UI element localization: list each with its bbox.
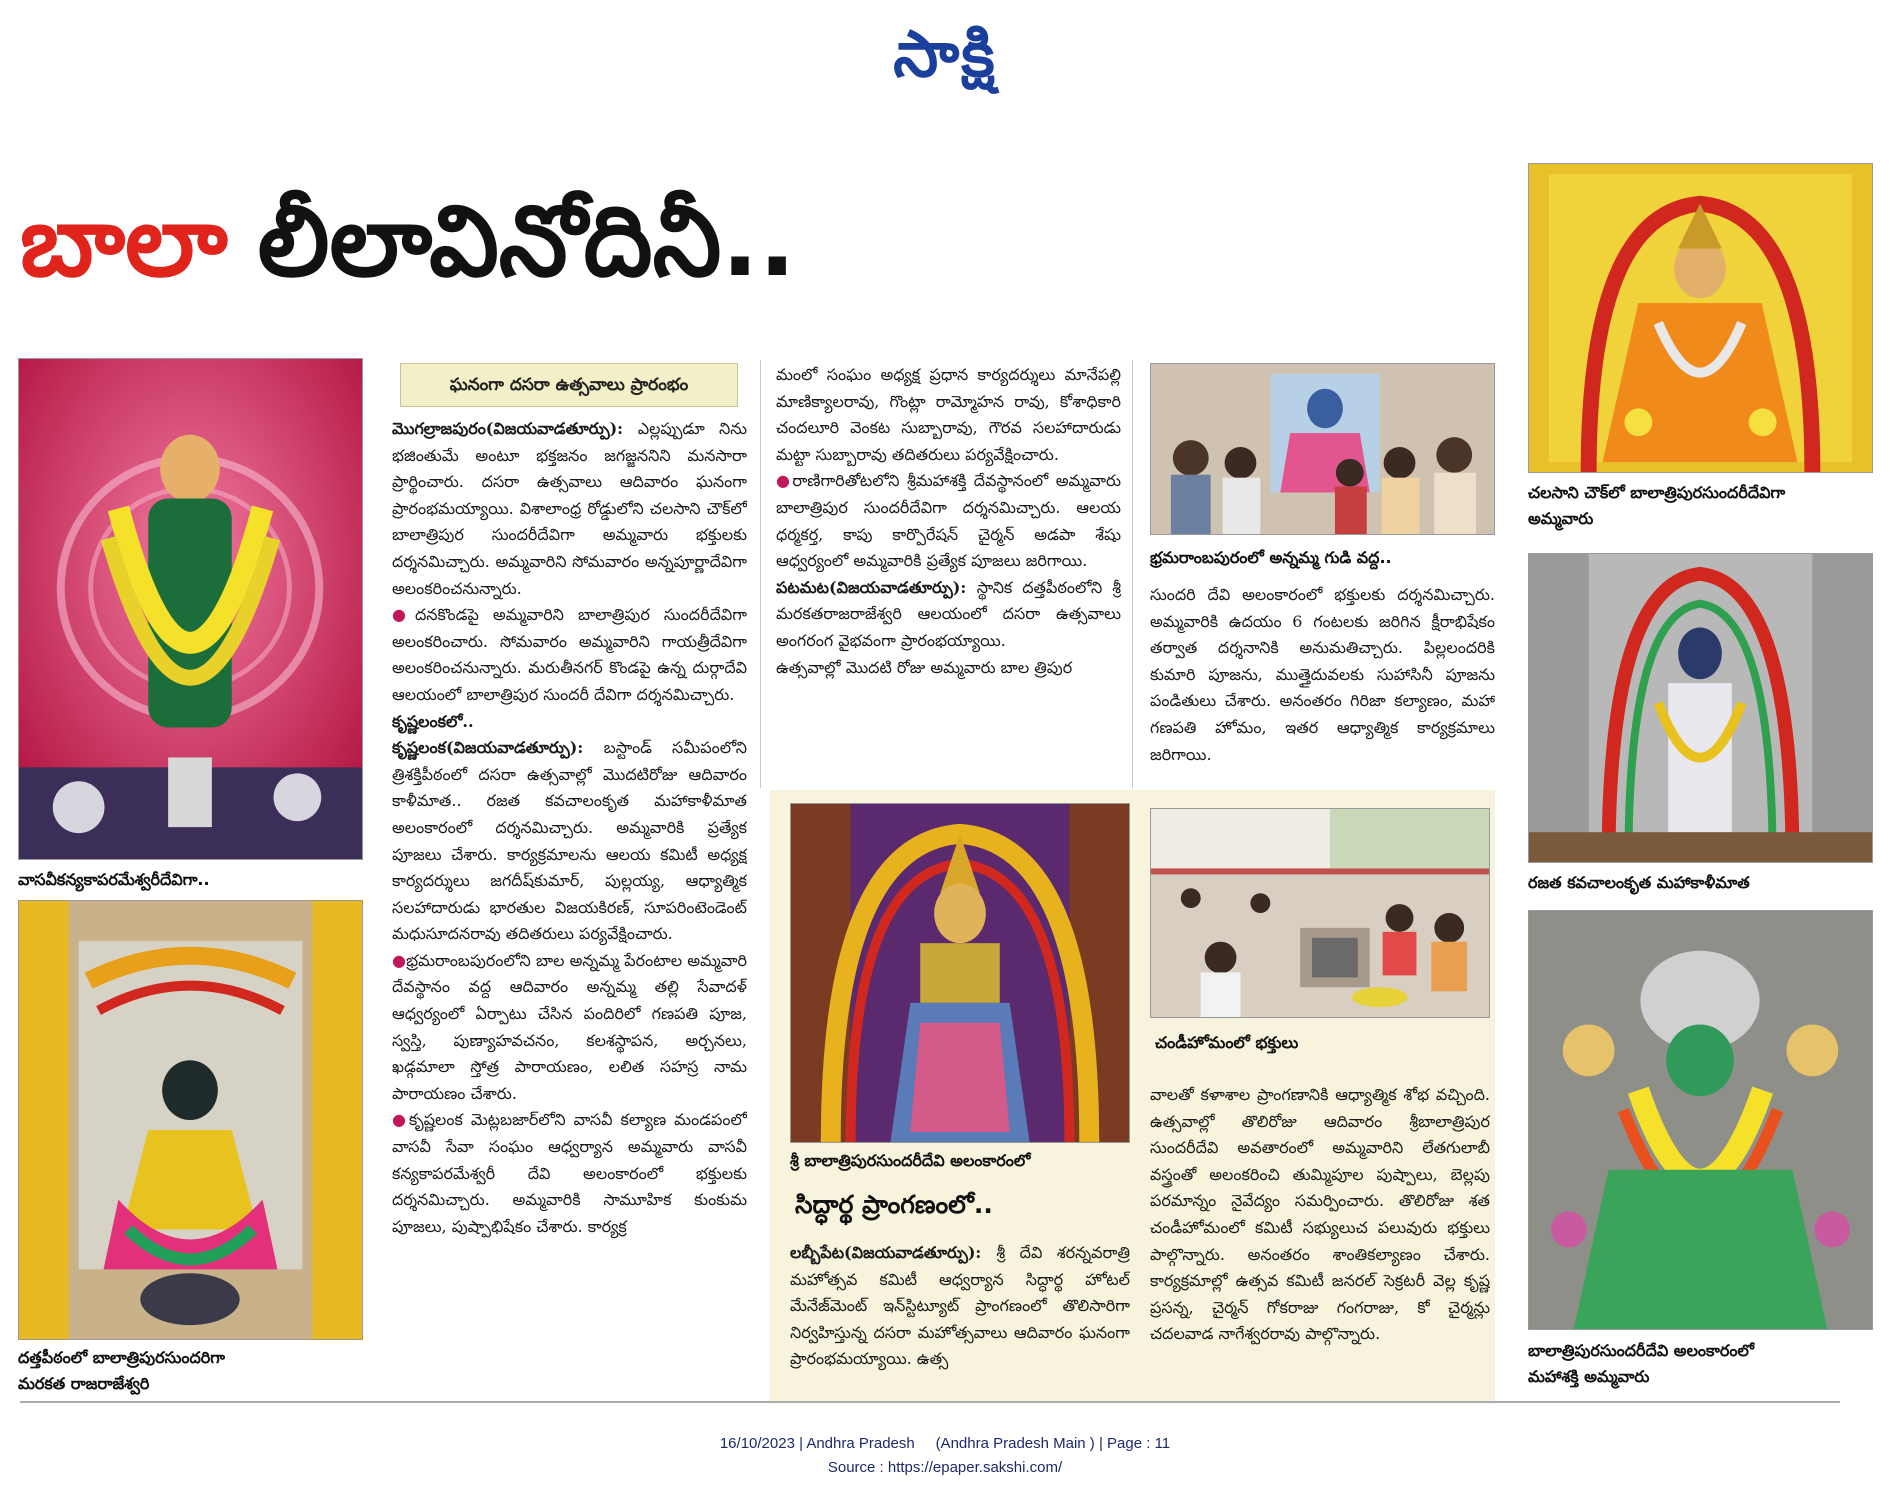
footer-source-link[interactable]: Source : https://epaper.sakshi.com/ xyxy=(827,1459,1063,1476)
caption-vasavi: వాసవీకన్యకాపరమేశ్వరీదేవిగా.. xyxy=(18,870,210,889)
dateline: మొగల్రాజపురం(విజయవాడతూర్పు): xyxy=(392,419,638,438)
photo-mahashakti xyxy=(1528,910,1873,1330)
dateline: కృష్ణలంక(విజయవాడతూర్పు): xyxy=(392,738,604,758)
panel-title: సిద్ధార్థ ప్రాంగణంలో.. xyxy=(795,1190,993,1219)
photo-bala-tripura-sundari xyxy=(790,803,1130,1143)
paragraph xyxy=(392,416,747,602)
caption-chandi-homam: చండీహోమంలో భక్తులు xyxy=(1155,1033,1299,1052)
photo-marakata-rajarajeswari xyxy=(18,900,363,1340)
bottom-rule xyxy=(20,1401,1840,1403)
caption-marakata-text: దత్తపీఠంలో బాలాత్రిపురసుందరిగా మరకత రాజరాజేశ్వరి xyxy=(18,1348,226,1393)
headline-black: లీలావినోదినీ.. xyxy=(257,185,796,299)
masthead-logo: సాక్షి xyxy=(893,18,997,92)
panel-column-left xyxy=(790,1240,1130,1398)
article-column-3 xyxy=(1150,582,1495,787)
paragraph-body: శ్రీ దేవి శరన్నవరాత్రి మహోత్సవ కమిటీ ఆధ్వర్యాన సిద్ధార్థ హోటల్ మేనేజ్‌మెంట్ ఇన్‌స్టిట్యూట్ ప్రాంగణంలో తొలిసారిగా నిర్వహిస్తున్న దసరా మహోత్సవాలు ఆదివారం ఘనంగా ప్రారంభమయ్యాయి. ఉత్స xyxy=(790,1243,1130,1369)
paragraph-body: స్థానిక దత్తపీఠంలోని శ్రీ మరకతరాజరాజేశ్వరి ఆలయంలో దసరా ఉత్సవాలు అంగరంగ వైభవంగా ప్రారంభయ్యాయి. xyxy=(776,577,1121,650)
paragraph: ● భ్రమరాంబపురంలోని బాల అన్నమ్మ పేరంటాల అమ్మవారి దేవస్థానం వద్ద ఆదివారం అన్నమ్మ తల్లి సేవాదళ్ ఆధ్వర్యంలో ఏర్పాటు చేసిన పందిరిలో గణపతి పూజ, స్వస్తి, పుణ్యాహవచనం, కలశస్థాపన, అర్చనలు, ఖడ్గమాలా స్తోత్ర పారాయణం, లలిత సహస్ర నామ పారాయణం చేశారు. xyxy=(392,948,747,1108)
paragraph: ● రాణిగారితోటలోని శ్రీమహాశక్తి దేవస్థానంలో అమ్మవారు బాలాత్రిపుర సుందరీదేవిగా దర్శనమిచ్చారు. ఆలయ ధర్మకర్త, కాపు కార్పొరేషన్ చైర్మన్ అడపా శేషు ఆధ్వర్యంలో అమ్మవారికి ప్రత్యేక పూజలు జరిగాయి. xyxy=(776,468,1121,574)
caption-chalasani xyxy=(1528,480,1873,532)
paragraph xyxy=(790,1240,1130,1373)
dateline: పటమట(విజయవాడతూర్పు): xyxy=(776,577,977,597)
paragraph: మంలో సంఘం అధ్యక్ష ప్రధాన కార్యదర్శులు మానేపల్లి మాణిక్యాలరావు, గొంట్లా రామ్మోహన రావు, కోశాధికారి చందలూరి వెంకట సుబ్బారావు, గౌరవ సలహాదారుడు మట్టా సుబ్బారావు తదితరులు పర్యవేక్షించారు. xyxy=(776,365,1121,464)
caption-mahakali: రజత కవచాలంకృత మహాకాళీమాత xyxy=(1528,873,1750,892)
column-rule xyxy=(760,360,761,788)
paragraph: ● కృష్ణలంక మెట్లబజార్‌లోని వాసవీ కల్యాణ మండపంలో వాసవీ సేవా సంఘం ఆధ్వర్యాన అమ్మవారు వాసవీ కన్యకాపరమేశ్వరీ దేవి అలంకారంలో భక్తులకు దర్శనమిచ్చారు. అమ్మవారికి సామూహిక కుంకుమ పూజలు, పుష్పాభిషేకం చేశారు. కార్యక్ర xyxy=(392,1107,747,1240)
paragraph-body: బస్టాండ్ సమీపంలోని త్రిశక్తిపీఠంలో దసరా ఉత్సవాల్లో మొదటిరోజు ఆదివారం కాళీమాత.. రజత కవచాలంకృత మహాకాళీమాత అలంకారంలో దర్శనమిచ్చారు. అమ్మవారికి ప్రత్యేక పూజలు చేశారు. కార్యక్రమాలను ఆలయ కమిటీ అధ్యక్ష కార్యదర్శులు జగదీష్‌కుమార్, పుల్లయ్య, ఆధ్యాత్మిక సలహాదారుడు భారతుల విజయకిరణ్, సూపరింటెండెంట్ మధుసూదనరావు తదితరులు పర్యవేక్షించారు. xyxy=(392,738,747,944)
headline xyxy=(20,185,1500,335)
caption-annamma: భ్రమరాంబపురంలో అన్నమ్మ గుడి వద్ద.. xyxy=(1150,548,1392,567)
panel-column-right xyxy=(1150,1082,1490,1398)
footer xyxy=(0,1432,1890,1480)
subhead: కృష్ణలంకలో.. xyxy=(392,711,474,731)
paragraph: ఉత్సవాల్లో మొదటి రోజు అమ్మవారు బాల త్రిపుర xyxy=(776,657,1073,677)
paragraph: ● దనకొండపై అమ్మవారిని బాలాత్రిపుర సుందరీదేవిగా అలంకరించారు. సోమవారం అమ్మవారిని గాయత్రీదేవిగా అలంకరించనున్నారు. మరుతీనగర్ కొండపై ఉన్న దుర్గాదేవి ఆలయంలో బాలాత్రిపుర సుందరీ దేవిగా దర్శనమిచ్చారు. xyxy=(392,602,747,708)
caption-chalasani-text: చలసాని చౌక్‌లో బాలాత్రిపురసుందరీదేవిగా అమ్మవారు xyxy=(1528,483,1786,528)
caption-marakata xyxy=(18,1345,363,1397)
photo-mahakali xyxy=(1528,553,1873,863)
caption-mahashakti xyxy=(1528,1338,1873,1390)
photo-chalasani-chowk xyxy=(1528,163,1873,473)
photo-chandi-homam xyxy=(1150,808,1490,1018)
footer-dateline: 16/10/2023 | Andhra Pradesh (Andhra Pradesh Main ) | Page : 11 xyxy=(719,1435,1171,1452)
article-column-2 xyxy=(776,362,1121,787)
caption-bala-tripura: శ్రీ బాలాత్రిపురసుందరీదేవి అలంకారంలో xyxy=(790,1151,1031,1170)
paragraph xyxy=(392,735,747,948)
boxed-subhead: ఘనంగా దసరా ఉత్సవాలు ప్రారంభం xyxy=(400,363,738,407)
photo-annamma-temple xyxy=(1150,363,1495,535)
paragraph xyxy=(776,575,1121,655)
article-column-1 xyxy=(392,416,747,1398)
column-rule xyxy=(1132,360,1133,788)
paragraph: వాలతో కళాశాల ప్రాంగణానికి ఆధ్యాత్మిక శోభ వచ్చింది. ఉత్సవాల్లో తొలిరోజు ఆదివారం శ్రీబాలాత్రిపుర సుందరీదేవి అవతారంలో అమ్మవారిని లేతగులాబీ వస్త్రంతో అలంకరించి తుమ్మిపూల పుష్పాలు, బెల్లపు పరమాన్నం నైవేద్యం సమర్పించారు. తొలిరోజు శత చండీహోమంలో కమిటీ సభ్యులుచ పలువురు భక్తులు పాల్గొన్నారు. అనంతరం శాంతికల్యాణం చేశారు. కార్యక్రమాల్లో ఉత్సవ కమిటీ జనరల్ సెక్రటరీ వెల్ల కృష్ణ ప్రసన్న, చైర్మన్ గోకరాజు గంగరాజు, కో చైర్మన్లు చదలవాడ నాగేశ్వరరావు పాల్గొన్నారు. xyxy=(1150,1085,1490,1344)
photo-vasavi-kanyaka xyxy=(18,358,363,860)
paragraph: సుందరి దేవి అలంకారంలో భక్తులకు దర్శనమిచ్చారు. అమ్మవారికి ఉదయం 6 గంటలకు జరిగిన క్షీరాభిషేకం తర్వాత దర్శనానికి అనుమతిచ్చారు. పిల్లలందరికి కుమారి పూజను, ముత్తైదువలకు సుహాసినీ పూజను పండితులు చేశారు. అనంతరం గిరిజా కల్యాణం, మహా గణపతి హోమం, ఇతర ఆధ్యాత్మిక కార్యక్రమాలు జరిగాయి. xyxy=(1150,585,1495,764)
caption-mahashakti-text: బాలాత్రిపురసుందరీదేవి అలంకారంలో మహాశక్తి అమ్మవారు xyxy=(1528,1341,1754,1386)
paragraph-body: ఎల్లప్పుడూ నిను భజింతుమే అంటూ భక్తజనం జగజ్జననిని మనసారా ప్రార్థించారు. దసరా ఉత్సవాలు ఆదివారం ఘనంగా ప్రారంభమయ్యాయి. విశాలాంధ్ర రోడ్డులోని చలసాని చౌక్‌లో బాలాత్రిపుర సుందరీదేవిగా అమ్మవారు భక్తులకు దర్శనమిచ్చారు. అమ్మవారిని సోమవారం అన్నపూర్ణాదేవిగా అలంకరించనున్నారు. xyxy=(392,419,747,598)
headline-red: బాలా xyxy=(20,185,228,299)
dateline: లబ్బీపేట(విజయవాడతూర్పు): xyxy=(790,1243,997,1262)
